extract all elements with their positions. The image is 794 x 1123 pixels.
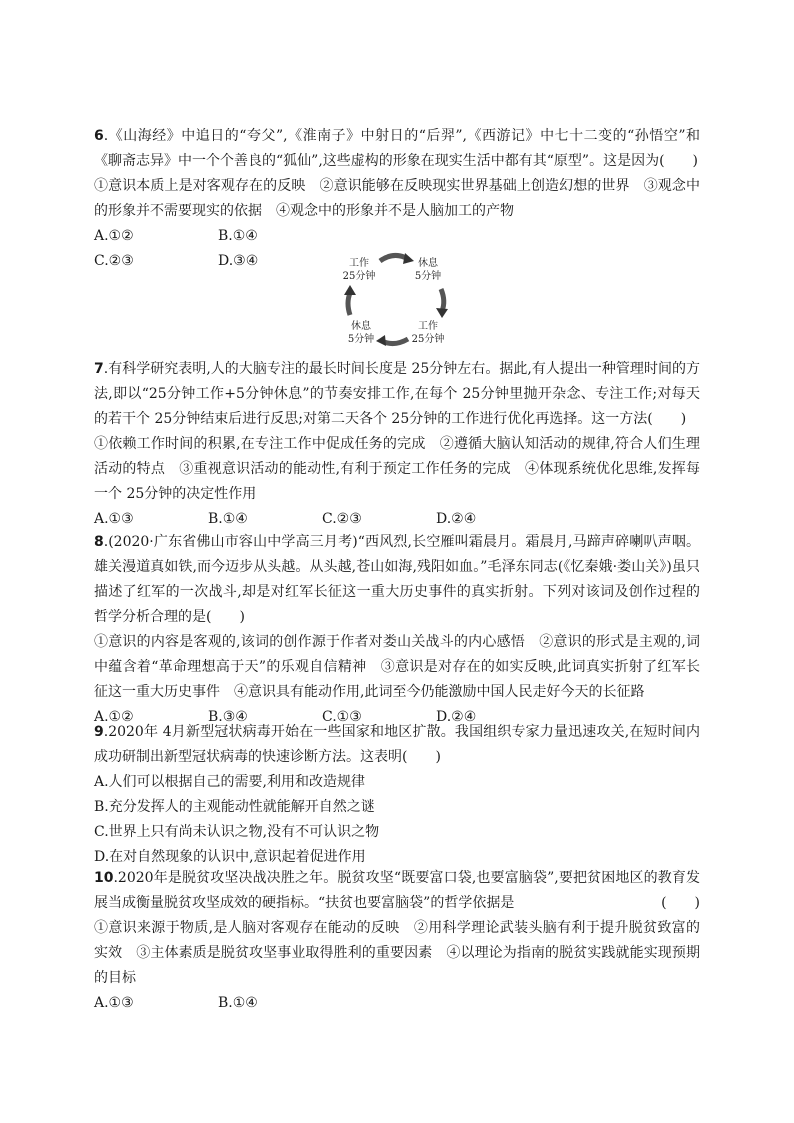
question-8 [94,530,700,730]
label-work-bottom-time: 25分钟 [411,334,445,345]
question-8-statements: ①意识的内容是客观的,该词的创作源于作者对娄山关战斗的内心感悟 ②意识的形式是主观的,词中蕴含着“革命理想高于天”的乐观自信精神 ③意识是对存在的如实反映,此词真实折射了红军长征这一重大历史事件 ④意识具有能动作用,此词至今仍能激励中国人民走好今天的长征路 [94,634,700,700]
label-work-top-time: 25分钟 [342,271,376,282]
option-c[interactable]: C.世界上只有尚未认识之物,没有不可认识之物 [94,824,380,840]
option-d[interactable]: D.③④ [218,253,259,269]
arrow-right-icon [441,289,444,311]
option-b[interactable]: B.③④ [208,709,248,725]
option-c[interactable]: C.②③ [94,253,134,269]
option-d[interactable]: D.②④ [436,709,477,725]
arrow-left-icon [348,293,350,315]
answer-bracket: ( ) [661,895,700,911]
option-b[interactable]: B.充分发挥人的主观能动性就能解开自然之谜 [94,799,375,815]
arrowhead-right-icon [436,308,448,318]
question-10-stem: 10.2020年是脱贫攻坚决战决胜之年。脱贫攻坚“既要富口袋,也要富脑袋”,要把贫困地区的教育发展当成衡量脱贫攻坚成效的硬指标。“扶贫也要富脑袋”的哲学依据是 ( ) [94,866,700,916]
question-7-stem: 7.有科学研究表明,人的大脑专注的最长时间长度是 25分钟左右。据此,有人提出一种管理时间的方法,即以“25分钟工作+5分钟休息”的节奏安排工作,在每个 25分钟里抛开杂念、专注工作;对每天的若干个 25分钟结束后进行反思;对第二天各个 25分钟的工作进行优化再选择。这一方法( ) [94,361,700,427]
question-10 [94,866,700,1016]
option-b[interactable]: B.①④ [208,511,248,527]
question-number: 7 [94,361,104,377]
question-8-stem: 8.(2020·广东省佛山市容山中学高三月考)“西风烈,长空雁叫霜晨月。霜晨月,马蹄声碎喇叭声咽。雄关漫道真如铁,而今迈步从头越。从头越,苍山如海,残阳如血。”毛泽东同志(《忆秦娥·娄山关》)虽只描述了红军的一次战斗,却是对红军长征这一重大历史事件的真实折射。下列对该词及创作过程的哲学分析合理的是( ) [94,534,700,625]
arrowhead-left-icon [344,285,356,295]
option-a[interactable]: A.①③ [94,511,134,527]
question-6-stem: 6.《山海经》中追日的“夸父”,《淮南子》中射日的“后羿”,《西游记》中七十二变的“孙悟空”和《聊斋志异》中一个个善良的“狐仙”,这些虚构的形象在现实生活中都有其“原型”。这是因为( ) [94,128,700,169]
label-rest-right-time: 5分钟 [414,271,442,282]
option-b[interactable]: B.①④ [218,228,258,244]
question-6-statements: ①意识本质上是对客观存在的反映 ②意识能够在反映现实世界基础上创造幻想的世界 ③观念中的形象并不需要现实的依据 ④观念中的形象并不是人脑加工的产物 [94,178,700,219]
option-d[interactable]: D.在对自然现象的认识中,意识起着促进作用 [94,849,366,865]
label-rest-left: 休息 [351,321,371,332]
label-rest-left-time: 5分钟 [347,334,375,345]
label-work-top: 工作 [349,258,369,269]
question-7 [94,357,700,532]
question-9-stem: 9.2020年 4月新型冠状病毒开始在一些国家和地区扩散。我国组织专家力量迅速攻关,在短时间内成功研制出新型冠状病毒的快速诊断方法。这表明( ) [94,724,700,765]
option-a[interactable]: A.①③ [94,995,134,1011]
option-c[interactable]: C.②③ [322,511,362,527]
question-number: 10 [94,870,114,886]
option-c[interactable]: C.①③ [322,709,362,725]
label-work-bottom: 工作 [418,321,438,332]
question-number: 8 [94,534,104,550]
option-d[interactable]: D.②④ [436,511,477,527]
question-10-statements: ①意识来源于物质,是人脑对客观存在能动的反映 ②用科学理论武装头脑有利于提升脱贫致富的实效 ③主体素质是脱贫攻坚事业取得胜利的重要因素 ④以理论为指南的脱贫实践就能实现预期的目标 [94,920,700,986]
question-7-statements: ①依赖工作时间的积累,在专注工作中促成任务的完成 ②遵循大脑认知活动的规律,符合人们生理活动的特点 ③重视意识活动的能动性,有利于预定工作任务的完成 ④体现系统优化思维,发挥每一个 25分钟的决定性作用 [94,436,700,502]
arrow-bottom-icon [382,339,408,344]
question-number: 9 [94,724,104,740]
work-rest-cycle-diagram [330,245,464,353]
question-9 [94,720,700,870]
question-number: 6 [94,128,104,144]
arrowhead-bottom-icon [376,335,386,346]
option-a[interactable]: A.①② [94,709,134,725]
question-10-options [94,991,700,1016]
question-7-options [94,507,700,532]
label-rest-right: 休息 [418,258,438,269]
option-b[interactable]: B.①④ [218,995,258,1011]
option-a[interactable]: A.①② [94,228,134,244]
option-a[interactable]: A.人们可以根据自己的需要,利用和改造规律 [94,774,366,790]
